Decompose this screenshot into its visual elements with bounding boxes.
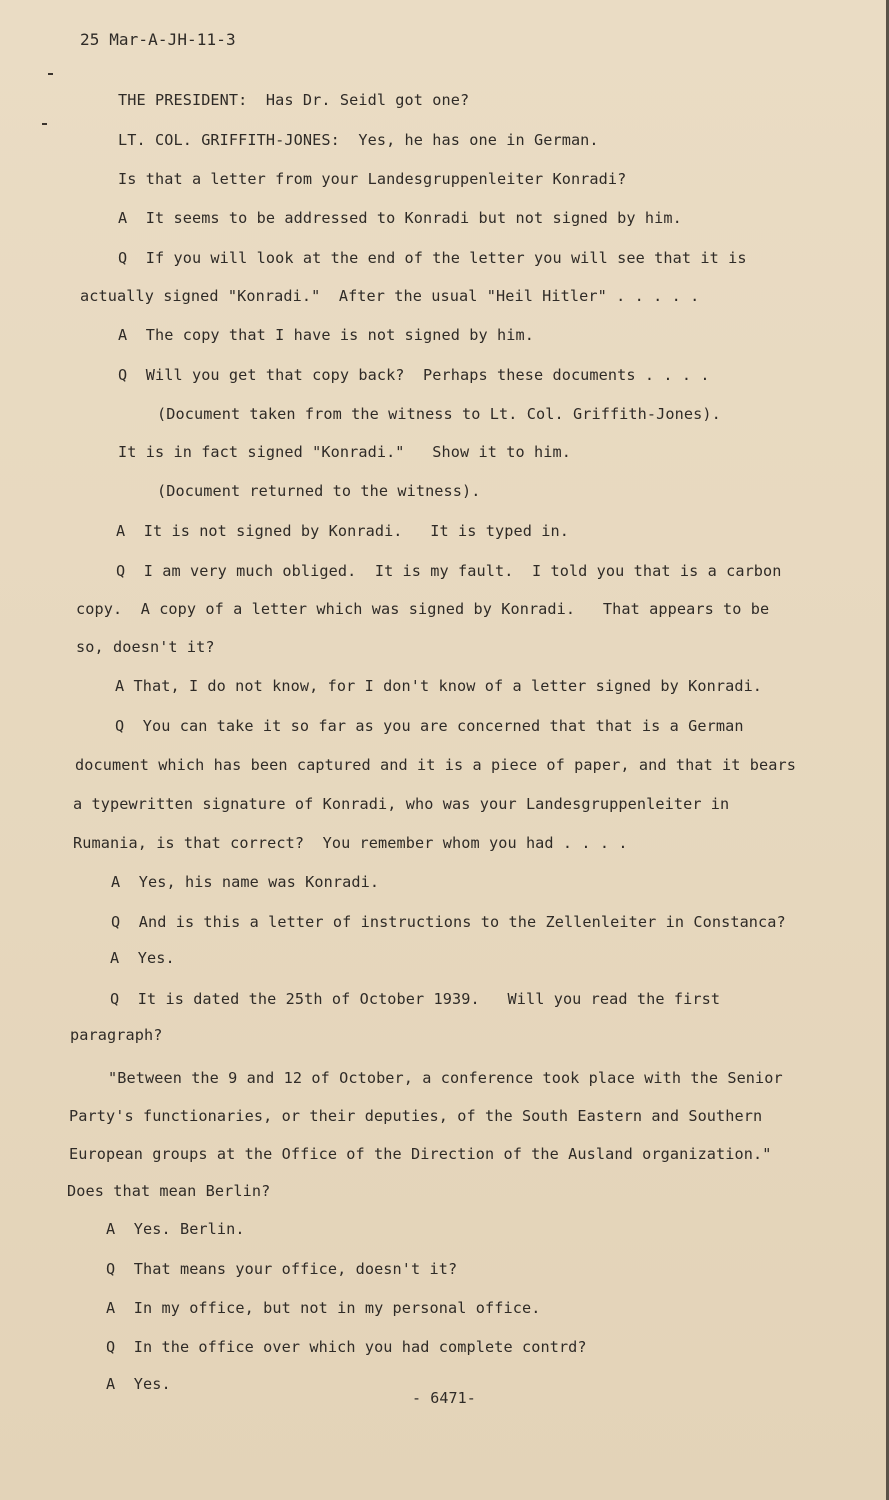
text-line: LT. COL. GRIFFITH-JONES: Yes, he has one in German. bbox=[118, 131, 599, 149]
text-line: Q You can take it so far as you are concerned that that is a German bbox=[115, 717, 744, 735]
text-line: Is that a letter from your Landesgruppenleiter Konradi? bbox=[118, 170, 627, 188]
text-line: It is in fact signed "Konradi." Show it to him. bbox=[118, 443, 571, 461]
text-line: actually signed "Konradi." After the usual "Heil Hitler" . . . . . bbox=[80, 287, 700, 305]
margin-mark bbox=[42, 123, 47, 125]
text-line: Q In the office over which you had complete contrd? bbox=[106, 1338, 587, 1356]
text-line: Q It is dated the 25th of October 1939. Will you read the first bbox=[110, 990, 721, 1008]
text-line: paragraph? bbox=[70, 1026, 163, 1044]
text-line: A Yes. bbox=[106, 1375, 171, 1393]
text-line: Rumania, is that correct? You remember whom you had . . . . bbox=[73, 834, 628, 852]
text-line: A It seems to be addressed to Konradi but not signed by him. bbox=[118, 209, 682, 227]
text-line: Q If you will look at the end of the letter you will see that it is bbox=[118, 249, 747, 267]
text-line: A It is not signed by Konradi. It is typed in. bbox=[116, 522, 569, 540]
text-line: A Yes. Berlin. bbox=[106, 1220, 245, 1238]
text-line: Does that mean Berlin? bbox=[67, 1182, 271, 1200]
text-line: copy. A copy of a letter which was signed by Konradi. That appears to be bbox=[76, 600, 770, 618]
text-line: so, doesn't it? bbox=[76, 638, 215, 656]
text-line: (Document taken from the witness to Lt. Col. Griffith-Jones). bbox=[157, 405, 721, 423]
text-line: A The copy that I have is not signed by him. bbox=[118, 326, 534, 344]
page-number: - 6471- bbox=[412, 1389, 476, 1407]
margin-mark bbox=[48, 73, 53, 75]
text-line: (Document returned to the witness). bbox=[157, 482, 481, 500]
text-line: Q That means your office, doesn't it? bbox=[106, 1260, 458, 1278]
text-line: "Between the 9 and 12 of October, a conference took place with the Senior bbox=[108, 1069, 783, 1087]
text-line: A In my office, but not in my personal office. bbox=[106, 1299, 541, 1317]
text-line: A Yes. bbox=[110, 949, 175, 967]
text-line: Q I am very much obliged. It is my fault. I told you that is a carbon bbox=[116, 562, 782, 580]
text-line: a typewritten signature of Konradi, who was your Landesgruppenleiter in bbox=[73, 795, 730, 813]
text-line: A That, I do not know, for I don't know of a letter signed by Konradi. bbox=[115, 677, 763, 695]
text-line: Q And is this a letter of instructions to the Zellenleiter in Constanca? bbox=[111, 913, 786, 931]
text-line: THE PRESIDENT: Has Dr. Seidl got one? bbox=[118, 91, 470, 109]
page-header: 25 Mar-A-JH-11-3 bbox=[80, 30, 236, 49]
text-line: document which has been captured and it is a piece of paper, and that it bears bbox=[75, 756, 797, 774]
text-line: Q Will you get that copy back? Perhaps these documents . . . . bbox=[118, 366, 710, 384]
text-line: Party's functionaries, or their deputies, of the South Eastern and Southern bbox=[69, 1107, 763, 1125]
text-line: European groups at the Office of the Direction of the Ausland organization." bbox=[69, 1145, 772, 1163]
text-line: A Yes, his name was Konradi. bbox=[111, 873, 380, 891]
